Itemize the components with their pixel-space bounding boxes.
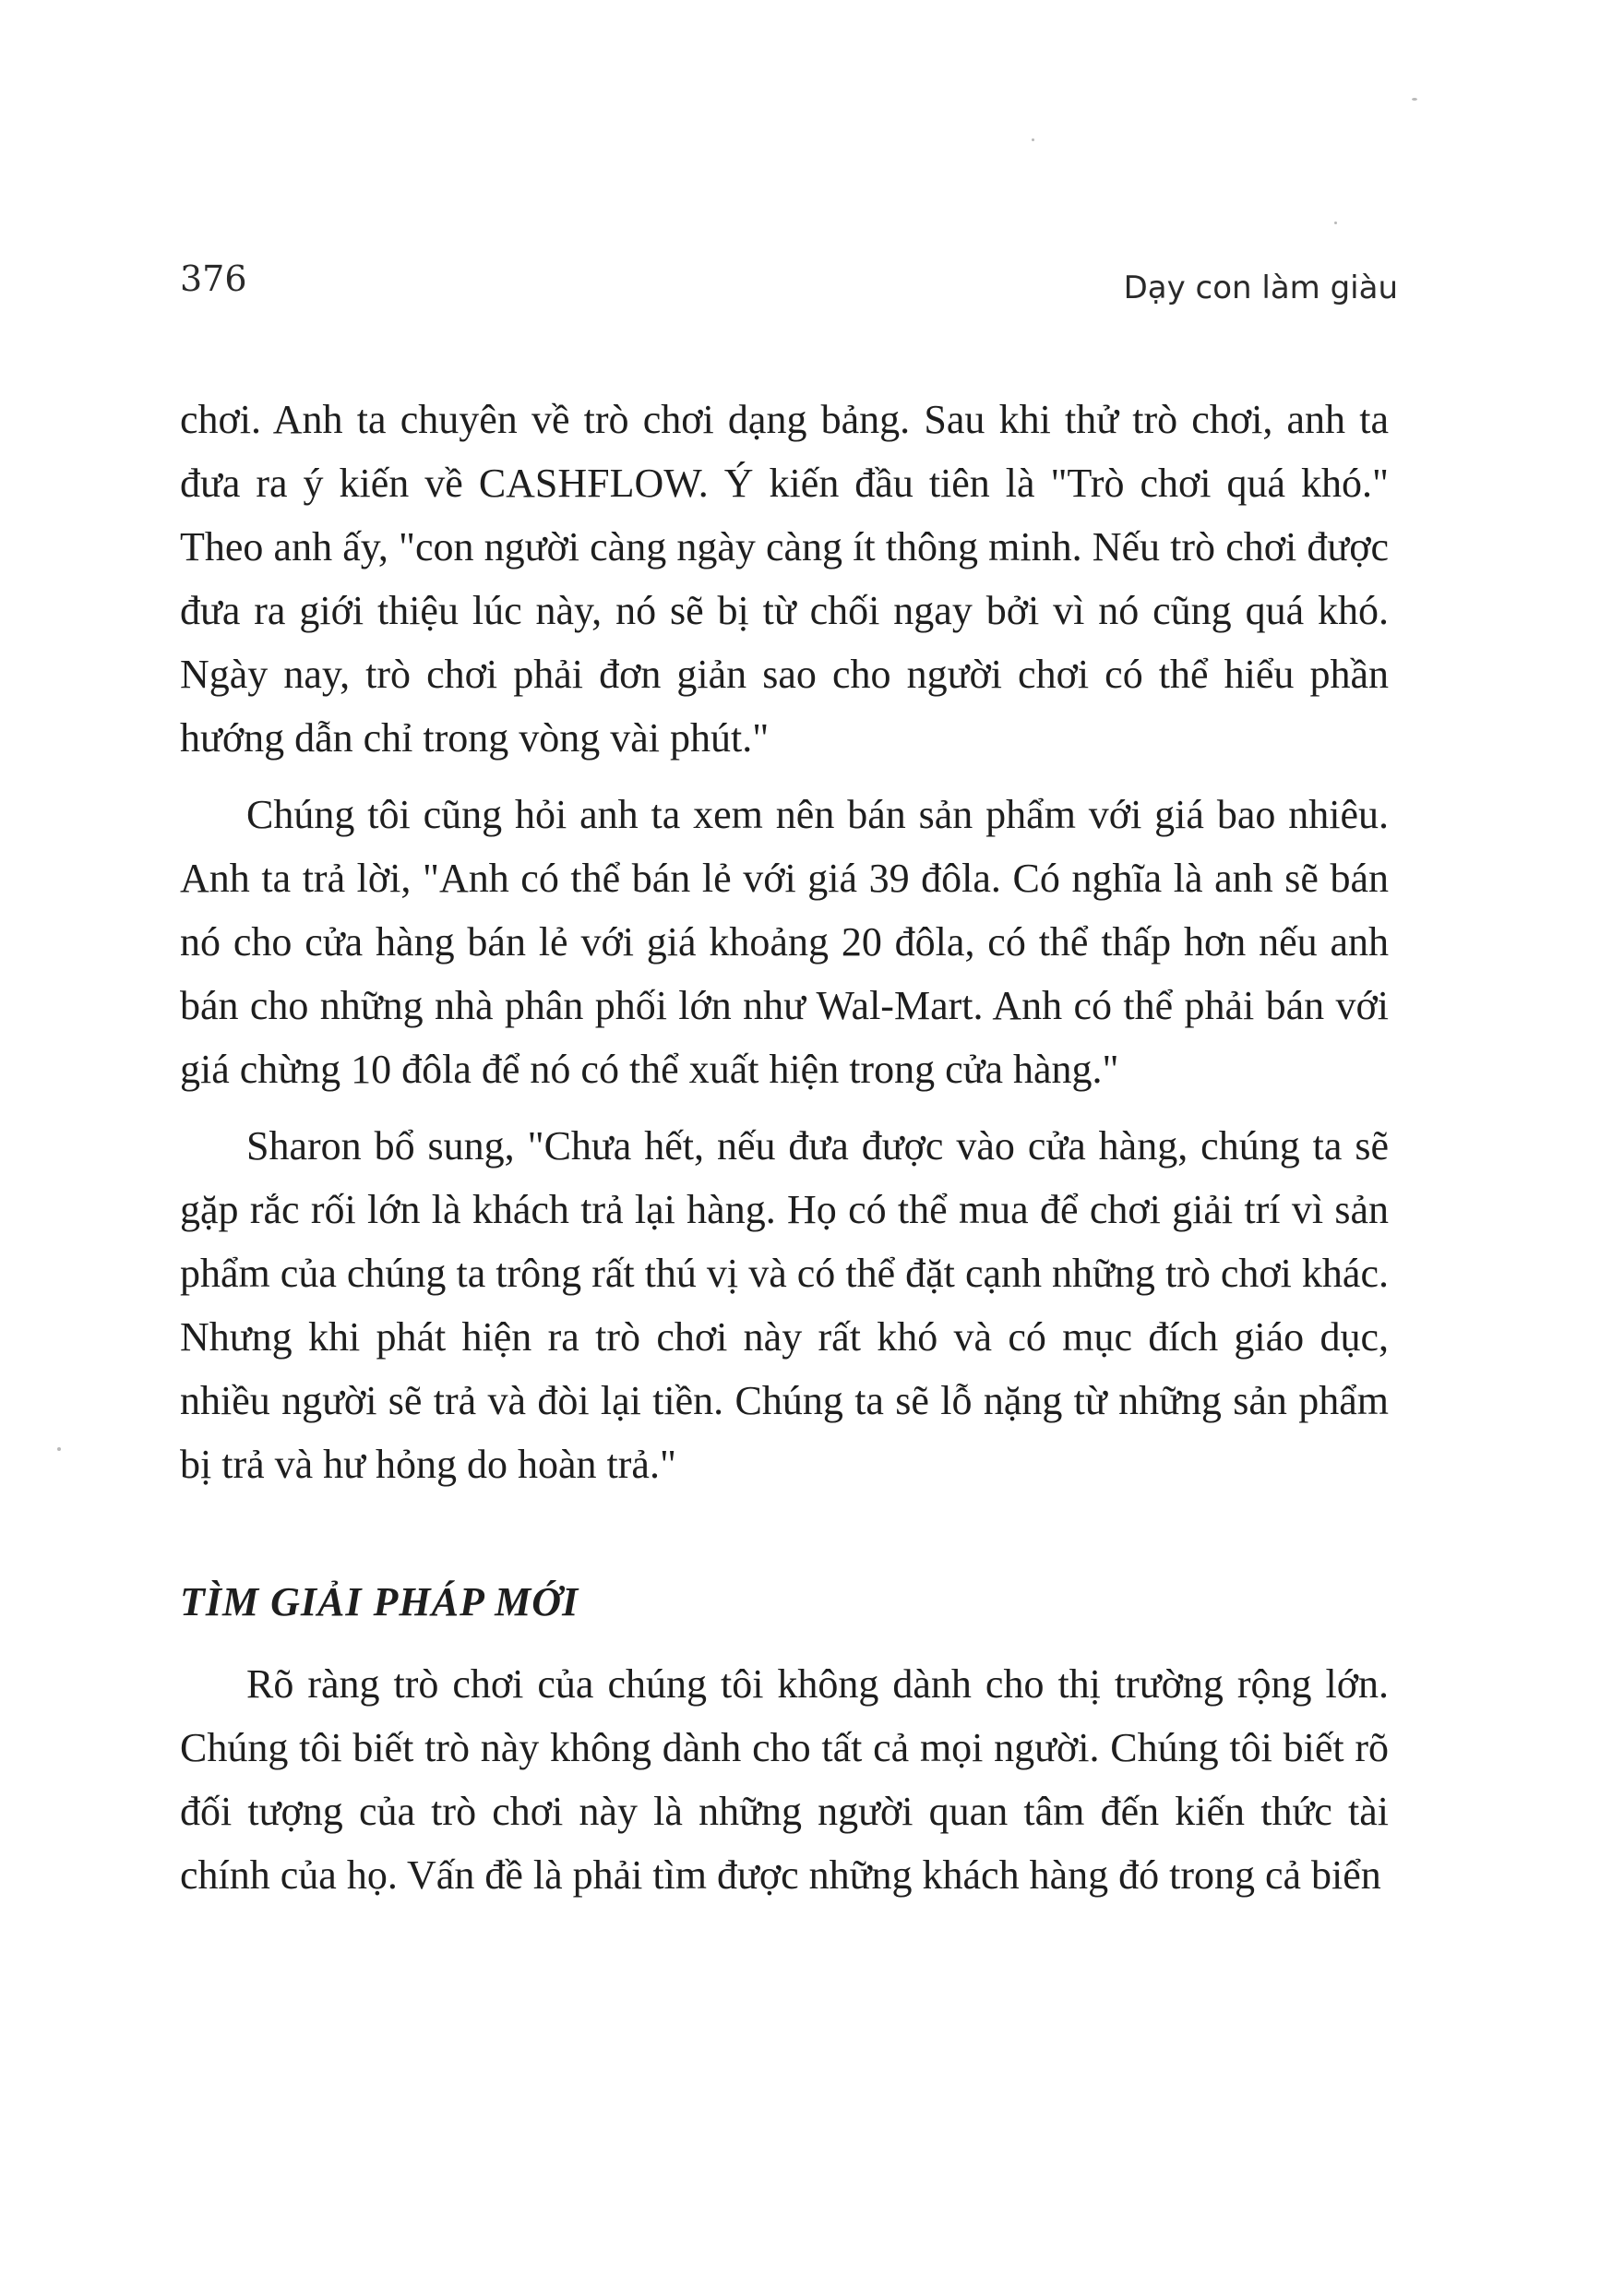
page-header [180, 258, 1398, 314]
paragraph-new-solution: Rõ ràng trò chơi của chúng tôi không dành cho thị trường rộng lớn. Chúng tôi biết trò này không dành cho tất cả mọi người. Chúng tôi biết rõ đối tượng của trò chơi này là những người quan tâm đến kiến thức tài chính của họ. Vấn đề là phải tìm được những khách hàng đó trong cả biển [180, 1661, 1389, 1898]
scan-speck [1334, 222, 1337, 224]
page-number: 376 [180, 258, 247, 299]
running-title: Dạy con làm giàu [1123, 270, 1398, 306]
scan-speck [57, 1447, 61, 1451]
body-text [180, 388, 1389, 1920]
paragraph-sharon: Sharon bổ sung, "Chưa hết, nếu đưa được vào cửa hàng, chúng ta sẽ gặp rắc rối lớn là khách trả lại hàng. Họ có thể mua để chơi giải trí vì sản phẩm của chúng ta trông rất thú vị và có thể đặt cạnh những trò chơi khác. Nhưng khi phát hiện ra trò chơi này rất khó và có mục đích giáo dục, nhiều người sẽ trả và đòi lại tiền. Chúng ta sẽ lỗ nặng từ những sản phẩm bị trả và hư hỏng do hoàn trả." [180, 1123, 1389, 1487]
paragraph-pricing: Chúng tôi cũng hỏi anh ta xem nên bán sản phẩm với giá bao nhiêu. Anh ta trả lời, "Anh có thể bán lẻ với giá 39 đôla. Có nghĩa là anh sẽ bán nó cho cửa hàng bán lẻ với giá khoảng 20 đôla, có thể thấp hơn nếu anh bán cho những nhà phân phối lớn như Wal-Mart. Anh có thể phải bán với giá chừng 10 đôla để nó có thể xuất hiện trong cửa hàng." [180, 792, 1389, 1092]
scan-speck [1032, 138, 1034, 141]
section-heading: TÌM GIẢI PHÁP MỚI [180, 1579, 579, 1624]
paragraph-continuation: chơi. Anh ta chuyên về trò chơi dạng bảng. Sau khi thử trò chơi, anh ta đưa ra ý kiến về CASHFLOW. Ý kiến đầu tiên là "Trò chơi quá khó." Theo anh ấy, "con người càng ngày càng ít thông minh. Nếu trò chơi được đưa ra giới thiệu lúc này, nó sẽ bị từ chối ngay bởi vì nó cũng quá khó. Ngày nay, trò chơi phải đơn giản sao cho người chơi có thể hiểu phần hướng dẫn chỉ trong vòng vài phút." [180, 397, 1389, 761]
scan-speck [1412, 98, 1417, 101]
